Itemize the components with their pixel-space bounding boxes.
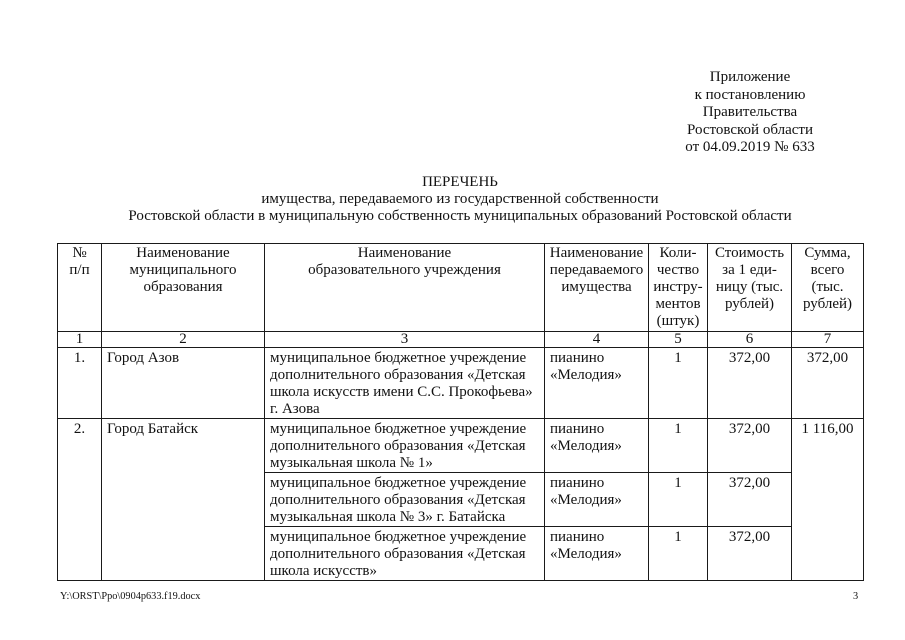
column-number: 5	[649, 332, 708, 348]
appendix-block	[650, 69, 850, 157]
quantity: 1	[649, 527, 708, 581]
document-title-block	[57, 174, 863, 226]
institution-name: муниципальное бюджетное учреждение дополнительного образования «Детская школа искусств»	[265, 527, 545, 581]
quantity: 1	[649, 348, 708, 419]
property-name: пианино «Мелодия»	[545, 419, 649, 473]
appendix-heading: Приложение	[709, 69, 791, 85]
column-number: 2	[102, 332, 265, 348]
column-number: 7	[792, 332, 864, 348]
document-title: ПЕРЕЧЕНЬ	[422, 174, 498, 190]
unit-cost: 372,00	[708, 527, 792, 581]
header-institution: Наименование образовательного учреждения	[265, 244, 545, 332]
header-number: № п/п	[58, 244, 102, 332]
table-row	[58, 419, 864, 473]
quantity: 1	[649, 419, 708, 473]
page-number: 3	[853, 591, 859, 602]
column-number: 3	[265, 332, 545, 348]
property-transfer-table	[57, 243, 864, 581]
header-property: Наименование передаваемого имущества	[545, 244, 649, 332]
unit-cost: 372,00	[708, 419, 792, 473]
document-subtitle-line: Ростовской области в муниципальную собственность муниципальных образований Ростовской области	[128, 208, 792, 225]
appendix-region-line: Ростовской области	[687, 121, 813, 138]
municipality-name: Город Батайск	[102, 419, 265, 581]
unit-cost: 372,00	[708, 348, 792, 419]
total-sum: 372,00	[792, 348, 864, 419]
header-total: Сумма, всего (тыс. рублей)	[792, 244, 864, 332]
property-name: пианино «Мелодия»	[545, 473, 649, 527]
column-number: 6	[708, 332, 792, 348]
footer-file-path: Y:\ORST\Ppo\0904p633.f19.docx	[60, 591, 201, 602]
table-header-row	[58, 244, 864, 332]
row-number: 1.	[58, 348, 102, 419]
appendix-date-number: от 04.09.2019 № 633	[685, 139, 815, 155]
header-municipality: Наименование муниципального образования	[102, 244, 265, 332]
total-sum: 1 116,00	[792, 419, 864, 581]
property-name: пианино «Мелодия»	[545, 348, 649, 419]
column-number: 1	[58, 332, 102, 348]
municipality-name: Город Азов	[102, 348, 265, 419]
document-subtitle-line: имущества, передаваемого из государственной собственности	[261, 191, 659, 208]
appendix-government-line: Правительства	[702, 104, 798, 120]
appendix-resolution-line: к постановлению	[694, 86, 806, 103]
property-name: пианино «Мелодия»	[545, 527, 649, 581]
institution-name: муниципальное бюджетное учреждение дополнительного образования «Детская музыкальная школа № 1»	[265, 419, 545, 473]
row-number: 2.	[58, 419, 102, 581]
table-row	[58, 348, 864, 419]
column-number-row	[58, 332, 864, 348]
institution-name: муниципальное бюджетное учреждение дополнительного образования «Детская музыкальная школа № 3» г. Батайска	[265, 473, 545, 527]
institution-name: муниципальное бюджетное учреждение дополнительного образования «Детская школа искусств имени С.С. Прокофьева» г. Азова	[265, 348, 545, 419]
quantity: 1	[649, 473, 708, 527]
column-number: 4	[545, 332, 649, 348]
unit-cost: 372,00	[708, 473, 792, 527]
header-unit-cost: Стоимость за 1 еди- ницу (тыс. рублей)	[708, 244, 792, 332]
header-quantity: Коли- чество инстру- ментов (штук)	[649, 244, 708, 332]
